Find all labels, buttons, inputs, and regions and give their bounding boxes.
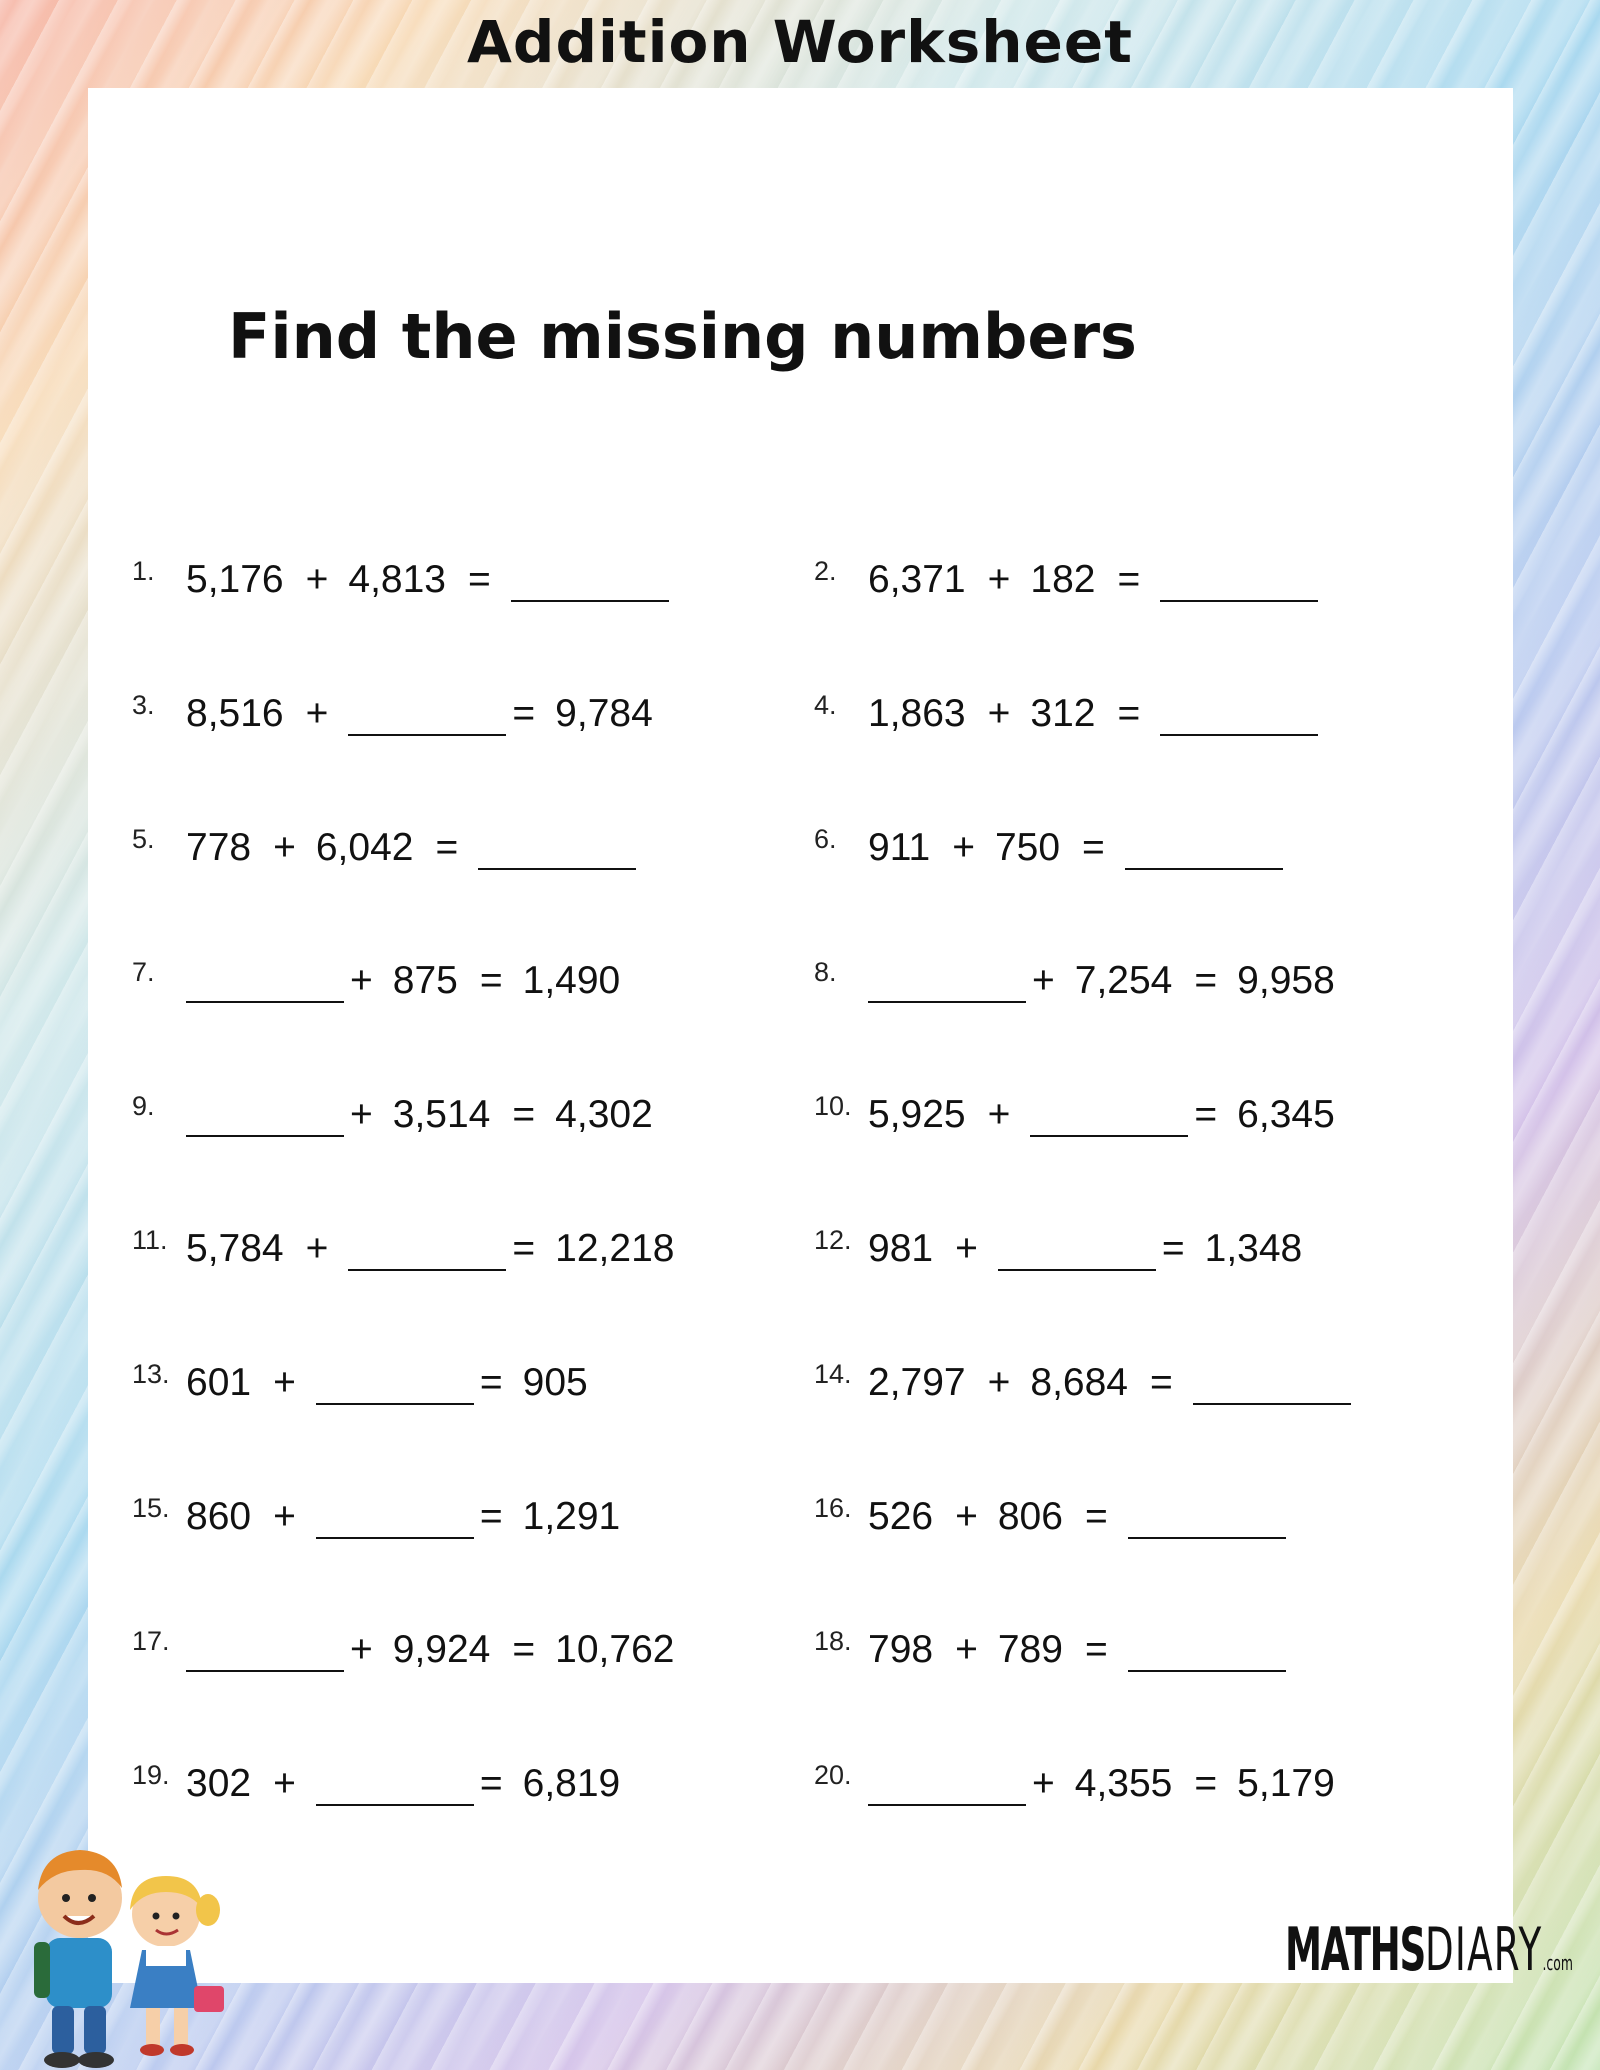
answer-blank[interactable] bbox=[1160, 552, 1318, 602]
problem-number: 16. bbox=[814, 1493, 852, 1523]
plus-sign: + bbox=[350, 1093, 373, 1136]
number-value: 1,348 bbox=[1204, 1227, 1303, 1270]
number-value: 750 bbox=[994, 826, 1061, 869]
number-value: 860 bbox=[186, 1495, 252, 1538]
equals-sign: = bbox=[1161, 1227, 1185, 1270]
problem-expression bbox=[186, 684, 675, 736]
problem-expression bbox=[186, 1487, 642, 1539]
problem-number: 19. bbox=[132, 1760, 170, 1790]
equals-sign: = bbox=[468, 558, 491, 601]
answer-blank[interactable] bbox=[1160, 686, 1318, 736]
equals-sign: = bbox=[479, 1361, 503, 1404]
number-value: 8,684 bbox=[1030, 1361, 1128, 1404]
plus-sign: + bbox=[1032, 959, 1055, 1002]
number-value: 1,863 bbox=[868, 692, 966, 735]
answer-blank[interactable] bbox=[998, 1221, 1156, 1271]
plus-sign: + bbox=[955, 1628, 978, 1671]
number-value: 806 bbox=[997, 1495, 1063, 1538]
plus-sign: + bbox=[305, 692, 329, 735]
problem-expression bbox=[868, 684, 1318, 736]
number-value: 601 bbox=[186, 1361, 252, 1404]
number-value: 5,925 bbox=[868, 1093, 966, 1136]
equals-sign: = bbox=[512, 692, 536, 735]
answer-blank[interactable] bbox=[186, 953, 344, 1003]
equals-sign: = bbox=[479, 959, 503, 1002]
number-value: 905 bbox=[522, 1361, 588, 1404]
plus-sign: + bbox=[955, 1495, 978, 1538]
number-value: 2,797 bbox=[868, 1361, 966, 1404]
number-value: 981 bbox=[868, 1227, 934, 1270]
number-value: 4,355 bbox=[1074, 1762, 1173, 1805]
number-value: 10,762 bbox=[555, 1628, 675, 1671]
problem-expression bbox=[868, 1353, 1351, 1405]
problem-number: 10. bbox=[814, 1091, 852, 1121]
plus-sign: + bbox=[273, 1762, 296, 1805]
problem-number: 11. bbox=[132, 1225, 168, 1255]
problem-number: 2. bbox=[814, 556, 837, 586]
problem-expression bbox=[868, 1085, 1357, 1137]
problem-number: 4. bbox=[814, 690, 837, 720]
problem-number: 13. bbox=[132, 1359, 170, 1389]
answer-blank[interactable] bbox=[186, 1087, 344, 1137]
problem-expression bbox=[868, 818, 1283, 870]
plus-sign: + bbox=[350, 959, 373, 1002]
number-value: 875 bbox=[392, 959, 458, 1002]
equals-sign: = bbox=[1150, 1361, 1173, 1404]
number-value: 1,291 bbox=[522, 1495, 621, 1538]
number-value: 4,302 bbox=[555, 1093, 653, 1136]
plus-sign: + bbox=[305, 1227, 329, 1270]
number-value: 9,924 bbox=[392, 1628, 491, 1671]
instruction-text: Find the missing numbers bbox=[228, 300, 1137, 373]
problem-number: 7. bbox=[132, 957, 155, 987]
answer-blank[interactable] bbox=[348, 1221, 506, 1271]
plus-sign: + bbox=[987, 1361, 1011, 1404]
kids-illustration-icon bbox=[18, 1838, 243, 2070]
number-value: 6,819 bbox=[522, 1762, 621, 1805]
problem-number: 9. bbox=[132, 1091, 155, 1121]
number-value: 778 bbox=[186, 826, 252, 869]
problem-expression bbox=[868, 1620, 1286, 1672]
problem-number: 6. bbox=[814, 824, 837, 854]
plus-sign: + bbox=[987, 692, 1011, 735]
number-value: 302 bbox=[186, 1762, 252, 1805]
problem-number: 14. bbox=[814, 1359, 852, 1389]
answer-blank[interactable] bbox=[478, 820, 636, 870]
plus-sign: + bbox=[273, 1495, 296, 1538]
problem-expression bbox=[186, 1353, 610, 1405]
problem-expression bbox=[868, 1219, 1324, 1271]
problem-number: 8. bbox=[814, 957, 837, 987]
plus-sign: + bbox=[273, 826, 296, 869]
number-value: 911 bbox=[868, 826, 931, 869]
problem-expression bbox=[186, 1085, 675, 1137]
problem-number: 18. bbox=[814, 1626, 852, 1656]
number-value: 7,254 bbox=[1074, 959, 1173, 1002]
problem-expression bbox=[186, 1219, 696, 1271]
plus-sign: + bbox=[273, 1361, 296, 1404]
number-value: 5,176 bbox=[186, 558, 284, 601]
problem-number: 1. bbox=[132, 556, 155, 586]
answer-blank[interactable] bbox=[868, 1756, 1026, 1806]
equals-sign: = bbox=[1194, 959, 1218, 1002]
problem-expression bbox=[868, 951, 1357, 1003]
number-value: 9,784 bbox=[555, 692, 653, 735]
equals-sign: = bbox=[479, 1762, 503, 1805]
number-value: 6,371 bbox=[868, 558, 966, 601]
number-value: 312 bbox=[1030, 692, 1096, 735]
plus-sign: + bbox=[952, 826, 975, 869]
problem-expression bbox=[868, 550, 1318, 602]
number-value: 6,345 bbox=[1237, 1093, 1335, 1136]
logo-com-text: .com bbox=[1542, 1951, 1573, 1975]
equals-sign: = bbox=[512, 1628, 536, 1671]
worksheet-title: Addition Worksheet bbox=[467, 8, 1133, 76]
plus-sign: + bbox=[955, 1227, 978, 1270]
problem-expression bbox=[186, 1754, 642, 1806]
plus-sign: + bbox=[987, 1093, 1011, 1136]
problem-expression bbox=[186, 951, 642, 1003]
problem-number: 3. bbox=[132, 690, 155, 720]
answer-blank[interactable] bbox=[316, 1489, 474, 1539]
number-value: 9,958 bbox=[1237, 959, 1335, 1002]
plus-sign: + bbox=[1032, 1762, 1055, 1805]
number-value: 12,218 bbox=[555, 1227, 675, 1270]
plus-sign: + bbox=[987, 558, 1011, 601]
number-value: 182 bbox=[1030, 558, 1096, 601]
problem-expression bbox=[186, 818, 636, 870]
answer-blank[interactable] bbox=[511, 552, 669, 602]
equals-sign: = bbox=[1117, 558, 1141, 601]
problem-expression bbox=[868, 1754, 1357, 1806]
plus-sign: + bbox=[350, 1628, 373, 1671]
number-value: 8,516 bbox=[186, 692, 284, 735]
equals-sign: = bbox=[512, 1093, 536, 1136]
answer-blank[interactable] bbox=[868, 953, 1026, 1003]
number-value: 1,490 bbox=[522, 959, 621, 1002]
equals-sign: = bbox=[479, 1495, 503, 1538]
equals-sign: = bbox=[512, 1227, 536, 1270]
answer-blank[interactable] bbox=[1030, 1087, 1188, 1137]
logo-maths-text: MATHS bbox=[1285, 1915, 1426, 1985]
number-value: 5,179 bbox=[1237, 1762, 1335, 1805]
answer-blank[interactable] bbox=[316, 1756, 474, 1806]
number-value: 4,813 bbox=[348, 558, 446, 601]
problem-number: 5. bbox=[132, 824, 155, 854]
mathsdiary-logo bbox=[1285, 1915, 1573, 1985]
answer-blank[interactable] bbox=[1193, 1355, 1351, 1405]
answer-blank[interactable] bbox=[316, 1355, 474, 1405]
equals-sign: = bbox=[1194, 1762, 1218, 1805]
answer-blank[interactable] bbox=[1125, 820, 1283, 870]
equals-sign: = bbox=[1084, 1628, 1108, 1671]
answer-blank[interactable] bbox=[1128, 1622, 1286, 1672]
equals-sign: = bbox=[1194, 1093, 1218, 1136]
problem-number: 15. bbox=[132, 1493, 170, 1523]
equals-sign: = bbox=[1117, 692, 1141, 735]
problem-number: 20. bbox=[814, 1760, 852, 1790]
equals-sign: = bbox=[1084, 1495, 1108, 1538]
number-value: 3,514 bbox=[392, 1093, 491, 1136]
logo-diary-text: DIARY bbox=[1425, 1915, 1543, 1985]
number-value: 798 bbox=[868, 1628, 934, 1671]
problem-number: 17. bbox=[132, 1626, 170, 1656]
equals-sign: = bbox=[1082, 826, 1105, 869]
worksheet-sheet bbox=[88, 88, 1513, 1983]
answer-blank[interactable] bbox=[348, 686, 506, 736]
answer-blank[interactable] bbox=[1128, 1489, 1286, 1539]
problem-expression bbox=[868, 1487, 1286, 1539]
problem-expression bbox=[186, 550, 669, 602]
plus-sign: + bbox=[305, 558, 329, 601]
problem-number: 12. bbox=[814, 1225, 852, 1255]
number-value: 6,042 bbox=[315, 826, 414, 869]
problem-expression bbox=[186, 1620, 696, 1672]
number-value: 526 bbox=[868, 1495, 934, 1538]
answer-blank[interactable] bbox=[186, 1622, 344, 1672]
number-value: 5,784 bbox=[186, 1227, 284, 1270]
equals-sign: = bbox=[435, 826, 459, 869]
number-value: 789 bbox=[997, 1628, 1063, 1671]
